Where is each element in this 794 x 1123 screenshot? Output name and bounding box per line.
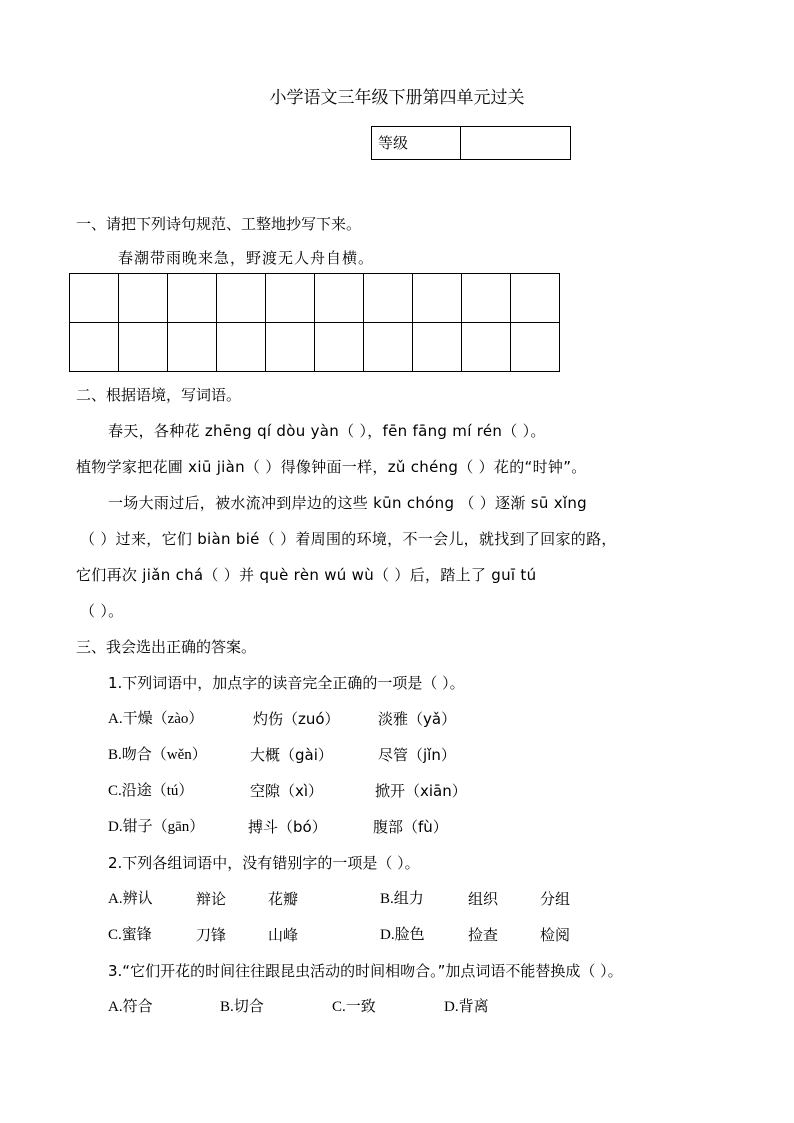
grid-cell[interactable]: [266, 323, 315, 372]
q1-option-b-3: 尽管（jǐn）: [378, 746, 456, 764]
q1-option-c-3: 掀开（xiān）: [375, 782, 467, 800]
q1-stem: 1.下列词语中，加点字的读音完全正确的一项是（ ）。: [108, 674, 465, 692]
q2-option-a: A.辨认: [108, 891, 153, 907]
section2-line-3: 一场大雨过后，被水流冲到岸边的这些 kūn chóng （ ）逐渐 sū xǐng: [108, 494, 587, 512]
grid-cell[interactable]: [511, 274, 560, 323]
q2-option-b-3: 分组: [540, 890, 571, 908]
q3-option-c: C.一致: [332, 999, 376, 1015]
grid-cell[interactable]: [217, 274, 266, 323]
q2-option-c: C.蜜锋: [108, 927, 152, 943]
grid-cell[interactable]: [266, 274, 315, 323]
page-title: 小学语文三年级下册第四单元过关: [269, 88, 525, 108]
grade-label: 等级: [372, 127, 461, 159]
q1-option-d-2: 搏斗（bó）: [248, 818, 327, 836]
q2-option-a-3: 花瓣: [268, 890, 299, 908]
q1-option-d: D.钳子（gān）: [108, 819, 205, 835]
q1-option-b-2: 大概（gài）: [250, 746, 333, 764]
section1-heading: 一、请把下列诗句规范、工整地抄写下来。: [76, 215, 362, 233]
grid-cell[interactable]: [315, 323, 364, 372]
grid-cell[interactable]: [70, 274, 119, 323]
section2-line-2: 植物学家把花圃 xiū jiàn（ ）得像钟面一样，zǔ chéng（ ）花的“时钟”。: [76, 458, 587, 476]
q2-option-b: B.组力: [380, 891, 424, 907]
section2-line-5: 它们再次 jiǎn chá（ ）并 què rèn wú wù（ ）后，踏上了 guī tú: [76, 566, 537, 584]
q3-stem: 3.“它们开花的时间往往跟昆虫活动的时间相吻合。”加点词语不能替换成（ ）。: [108, 962, 623, 980]
grid-row: [70, 274, 560, 323]
q3-option-d: D.背离: [444, 999, 489, 1015]
grid-cell[interactable]: [364, 274, 413, 323]
grid-cell[interactable]: [168, 274, 217, 323]
q2-option-d: D.脸色: [380, 927, 425, 943]
grid-cell[interactable]: [315, 274, 364, 323]
section2-line-6: （ ）。: [80, 602, 124, 620]
grid-cell[interactable]: [70, 323, 119, 372]
grid-cell[interactable]: [364, 323, 413, 372]
q1-option-a-2: 灼伤（zuó）: [253, 710, 340, 728]
q1-option-b: B.吻合（wěn）: [108, 747, 207, 763]
grid-cell[interactable]: [413, 274, 462, 323]
q1-option-c-2: 空隙（xì）: [250, 782, 324, 800]
poem-line: 春潮带雨晚来急，野渡无人舟自横。: [118, 249, 375, 267]
grid-cell[interactable]: [462, 323, 511, 372]
q2-option-d-3: 检阅: [540, 926, 571, 944]
q1-option-a-3: 淡雅（yǎ）: [378, 710, 457, 728]
section3-heading: 三、我会选出正确的答案。: [76, 638, 257, 656]
grid-row: [70, 323, 560, 372]
q2-option-c-2: 刀锋: [196, 926, 227, 944]
section2-heading: 二、根据语境，写词语。: [76, 386, 242, 404]
writing-grid: [69, 273, 560, 372]
q2-option-b-2: 组织: [468, 890, 499, 908]
grid-cell[interactable]: [168, 323, 217, 372]
q2-option-c-3: 山峰: [268, 926, 299, 944]
q1-option-d-3: 腹部（fù）: [373, 818, 448, 836]
section2-line-1: 春天，各种花 zhēng qí dòu yàn（ ），fēn fāng mí rén（ ）。: [108, 422, 546, 440]
q2-option-d-2: 捡查: [468, 926, 499, 944]
grade-box: [371, 126, 571, 160]
grade-value-field[interactable]: [461, 127, 570, 159]
q1-option-a: A.干燥（zào）: [108, 711, 204, 727]
q1-option-c: C.沿途（tú）: [108, 783, 194, 799]
q3-option-a: A.符合: [108, 999, 153, 1015]
grid-cell[interactable]: [119, 323, 168, 372]
grid-cell[interactable]: [511, 323, 560, 372]
q3-option-b: B.切合: [220, 999, 264, 1015]
q2-option-a-2: 辩论: [196, 890, 227, 908]
section2-line-4: （ ）过来，它们 biàn bié（ ）着周围的环境，不一会儿，就找到了回家的路，: [80, 530, 617, 548]
grid-cell[interactable]: [413, 323, 462, 372]
q2-stem: 2.下列各组词语中，没有错别字的一项是（ ）。: [108, 854, 420, 872]
grid-cell[interactable]: [462, 274, 511, 323]
grid-cell[interactable]: [119, 274, 168, 323]
grid-cell[interactable]: [217, 323, 266, 372]
